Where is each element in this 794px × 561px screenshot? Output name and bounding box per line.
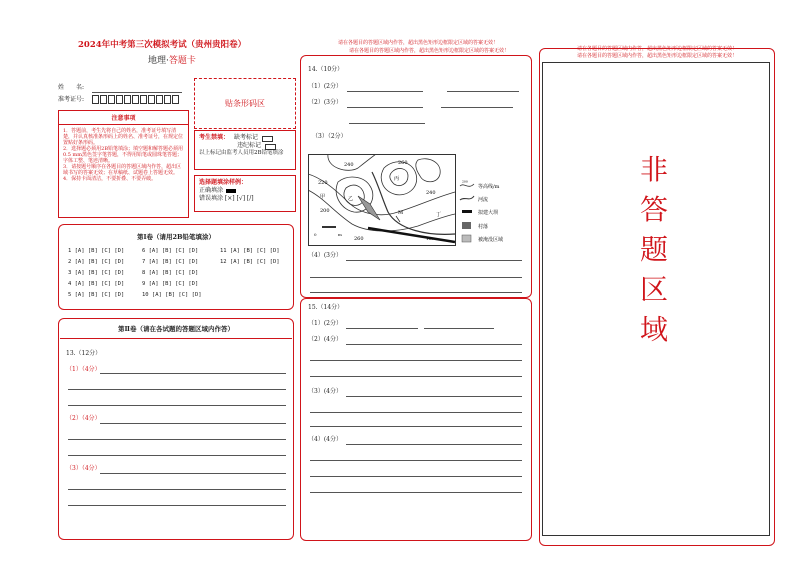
mc-question[interactable]: 6 [A] [B] [C] [D] xyxy=(142,248,199,254)
contour-label: 260 xyxy=(354,236,364,242)
q14-part2-line-b[interactable] xyxy=(441,107,513,108)
q13-title: 13.（12分） xyxy=(66,350,102,357)
note-item: 4．保持卡面清洁，不要折叠、不要弄破。 xyxy=(63,176,157,182)
barcode-area xyxy=(194,78,296,129)
exam-number-digit-box[interactable] xyxy=(140,95,147,104)
non-answer-char: 答 xyxy=(639,193,668,226)
violation-label: 违纪标记 xyxy=(237,142,262,149)
contour-label: 220 xyxy=(318,180,328,186)
mc-question[interactable]: 10 [A] [B] [C] [D] xyxy=(142,292,202,298)
exam-number-digit-box[interactable] xyxy=(172,95,179,104)
scale-unit: m xyxy=(338,232,342,237)
legend-flooded-icon xyxy=(462,235,471,242)
note-item: 2．选择题必须用2B铅笔填涂；填空题和解答题必须用0.5 mm黑色签字笔答题，不得用铅笔或圆珠笔答题；字体工整、笔迹清晰。 xyxy=(63,146,184,164)
q14-part4-label: （4）(3分） xyxy=(308,252,342,259)
q15-answer-line[interactable] xyxy=(310,376,522,377)
q13-part1-label: （1）（4分） xyxy=(66,366,101,373)
name-underline[interactable] xyxy=(92,92,182,93)
q13-part3-label: （3）（4分） xyxy=(66,465,101,472)
q14-part1-label: （1）(2分） xyxy=(308,83,342,90)
map-scale-bar xyxy=(322,226,336,228)
legend-dam: 拟建大坝 xyxy=(478,210,499,216)
q15-part3-label: （3）(4分） xyxy=(308,388,342,395)
topographic-map xyxy=(308,154,456,246)
q13-answer-line[interactable] xyxy=(68,489,286,490)
section1-grid xyxy=(68,246,280,301)
non-answer-char: 区 xyxy=(639,273,668,306)
notes-box xyxy=(58,110,189,218)
fill-correct-sample xyxy=(226,189,236,193)
point-ding: 丁 xyxy=(436,212,442,218)
q15-answer-line[interactable] xyxy=(310,460,522,461)
exam-title: 2024年中考第三次模拟考试（贵州贵阳卷） xyxy=(78,40,247,50)
scale-number: 160 xyxy=(426,236,434,241)
q15-part1-line-a[interactable] xyxy=(346,328,418,329)
section1-title: 第Ⅰ卷（请用2B铅笔填涂） xyxy=(136,233,216,241)
q14-part2-line-c[interactable] xyxy=(349,123,425,124)
section2-title: 第Ⅱ卷（请在各试题的答题区域内作答） xyxy=(118,325,234,333)
right-warning-1: 请在各题目的答题区域内作答，超出黑色矩形边框限定区域的答案无效！ xyxy=(576,46,737,52)
exam-subtitle xyxy=(148,53,196,66)
fill-wrong-label: 错误填涂 [×] [√] [/] xyxy=(199,195,254,202)
note-item: 3．请按题号顺序在各题目的答题区域内作答，超出区域书写的答案无效；在草稿纸、试题卷上答题无效。 xyxy=(63,164,182,176)
legend-flooded: 被淹没区域 xyxy=(478,237,504,243)
exam-number-digit-box[interactable] xyxy=(124,95,131,104)
section2-divider xyxy=(60,338,292,339)
answer-card-label: 答题卡 xyxy=(168,56,196,66)
legend-contour-icon xyxy=(460,184,474,186)
exam-number-label: 准考证号: xyxy=(58,96,85,103)
q14-part1-line-a[interactable] xyxy=(347,91,423,92)
q15-part4-label: （4）(4分） xyxy=(308,436,342,443)
legend-contour-number: 200 xyxy=(462,180,468,184)
name-label: 姓 名: xyxy=(58,84,85,91)
examinee-mark-note: 以上标记由监考人员用2B铅笔填涂 xyxy=(199,150,284,156)
fill-correct-label: 正确填涂 xyxy=(199,187,224,194)
q14-part2-line-a[interactable] xyxy=(347,107,423,108)
q14-part4-line[interactable] xyxy=(346,260,522,261)
legend-contour: 等高线/m xyxy=(478,184,500,190)
q15-answer-line[interactable] xyxy=(310,426,522,427)
non-answer-char: 域 xyxy=(639,313,668,346)
legend-village-icon xyxy=(462,222,471,229)
contour-label: 240 xyxy=(344,162,354,168)
mc-question[interactable]: 9 [A] [B] [C] [D] xyxy=(142,281,199,287)
mc-question[interactable]: 5 [A] [B] [C] [D] xyxy=(68,292,125,298)
scale-zero: 0 xyxy=(314,232,317,237)
q15-answer-line[interactable] xyxy=(310,412,522,413)
mc-question[interactable]: 4 [A] [B] [C] [D] xyxy=(68,281,125,287)
exam-number-digit-box[interactable] xyxy=(100,95,107,104)
q15-answer-box xyxy=(300,298,532,541)
q15-answer-line[interactable] xyxy=(310,360,522,361)
q15-part1-label: （1）(2分） xyxy=(308,320,342,327)
middle-warning-top: 请在各题目的答题区域内作答，超出黑色矩形边框限定区域的答案无效！ xyxy=(337,40,498,46)
barcode-area-text: 贴条形码区 xyxy=(225,99,265,108)
q13-answer-line[interactable] xyxy=(100,473,286,474)
q14-part2-label: （2）(3分） xyxy=(308,99,342,106)
right-warning-2: 请在各题目的答题区域内作答，超出黑色矩形边框限定区域的答案无效！ xyxy=(576,53,737,59)
map-frame xyxy=(309,155,456,246)
non-answer-char: 非 xyxy=(639,153,668,186)
note-item: 1．答题前，考生先将自己的姓名，准考证号填写清楚，并认真核准条形码上的姓名、准考证号，在规定位置贴好条形码。 xyxy=(63,128,184,146)
q14-part1-line-b[interactable] xyxy=(447,91,519,92)
contour-label: 260 xyxy=(398,160,408,166)
q15-answer-line[interactable] xyxy=(310,492,522,493)
exam-number-digit-box[interactable] xyxy=(92,95,99,104)
exam-number-digit-box[interactable] xyxy=(156,95,163,104)
village-jia: 甲 xyxy=(320,194,326,200)
exam-number-digit-box[interactable] xyxy=(116,95,123,104)
q13-answer-line[interactable] xyxy=(68,505,286,506)
non-answer-area-label xyxy=(632,150,676,350)
map-legend xyxy=(458,180,528,248)
subtitle-dot: · xyxy=(166,56,169,66)
q14-part4-line[interactable] xyxy=(310,292,522,293)
contour-label: 240 xyxy=(426,190,436,196)
q13-answer-line[interactable] xyxy=(100,373,286,374)
notes-title: 注意事项 xyxy=(59,111,188,125)
fill-example-title: 选择题填涂样例： xyxy=(199,179,248,186)
middle-warning-right: 请在各题目的答题区域内作答，超出黑色矩形边框限定区域的答案无效！ xyxy=(348,48,509,54)
mc-question[interactable]: 8 [A] [B] [C] [D] xyxy=(142,270,199,276)
mc-question[interactable]: 1 [A] [B] [C] [D] xyxy=(68,248,125,254)
examinee-mark-title: 考生禁填： xyxy=(199,134,230,141)
point-bing: 丙 xyxy=(394,176,400,182)
village-yi: 乙 xyxy=(348,196,354,202)
q14-part4-line[interactable] xyxy=(310,277,522,278)
legend-river-icon xyxy=(460,196,474,200)
legend-village: 村落 xyxy=(478,224,489,230)
q15-answer-line[interactable] xyxy=(346,344,522,345)
exam-number-digit-box[interactable] xyxy=(108,95,115,104)
absent-label: 缺考标记 xyxy=(234,134,259,141)
q13-part2-label: （2）（4分） xyxy=(66,415,101,422)
q14-title: 14.（10分） xyxy=(308,66,344,73)
q15-answer-line[interactable] xyxy=(346,444,522,445)
q15-answer-line[interactable] xyxy=(310,476,522,477)
exam-number-digit-box[interactable] xyxy=(132,95,139,104)
contour-label: 200 xyxy=(320,208,330,214)
exam-number-boxes[interactable] xyxy=(92,95,188,104)
mc-question[interactable]: 2 [A] [B] [C] [D] xyxy=(68,259,125,265)
mc-question[interactable]: 7 [A] [B] [C] [D] xyxy=(142,259,199,265)
exam-number-digit-box[interactable] xyxy=(164,95,171,104)
subject-label: 地理 xyxy=(148,56,167,66)
legend-dam-icon xyxy=(462,210,472,213)
point-m: M xyxy=(398,210,404,216)
legend-river: 河流 xyxy=(478,197,489,203)
mc-question[interactable]: 12 [A] [B] [C] [D] xyxy=(220,259,280,265)
q15-part1-line-b[interactable] xyxy=(424,328,494,329)
mc-question[interactable]: 11 [A] [B] [C] [D] xyxy=(220,248,280,254)
q13-answer-line[interactable] xyxy=(68,405,286,406)
fill-example-box xyxy=(194,175,296,212)
q15-answer-line[interactable] xyxy=(346,396,522,397)
mc-question[interactable]: 3 [A] [B] [C] [D] xyxy=(68,270,125,276)
q15-part2-label: （2）(4分） xyxy=(308,336,342,343)
q13-answer-line[interactable] xyxy=(68,455,286,456)
exam-number-digit-box[interactable] xyxy=(148,95,155,104)
q15-title: 15.（14分） xyxy=(308,304,344,311)
q13-answer-line[interactable] xyxy=(68,389,286,390)
absent-checkbox[interactable] xyxy=(262,136,273,142)
non-answer-char: 题 xyxy=(639,233,668,266)
q13-answer-line[interactable] xyxy=(68,439,286,440)
q13-answer-line[interactable] xyxy=(100,423,286,424)
q14-part3-label: （3）（2分） xyxy=(312,133,347,140)
notes-list xyxy=(59,125,188,185)
examinee-mark-box xyxy=(194,130,296,170)
